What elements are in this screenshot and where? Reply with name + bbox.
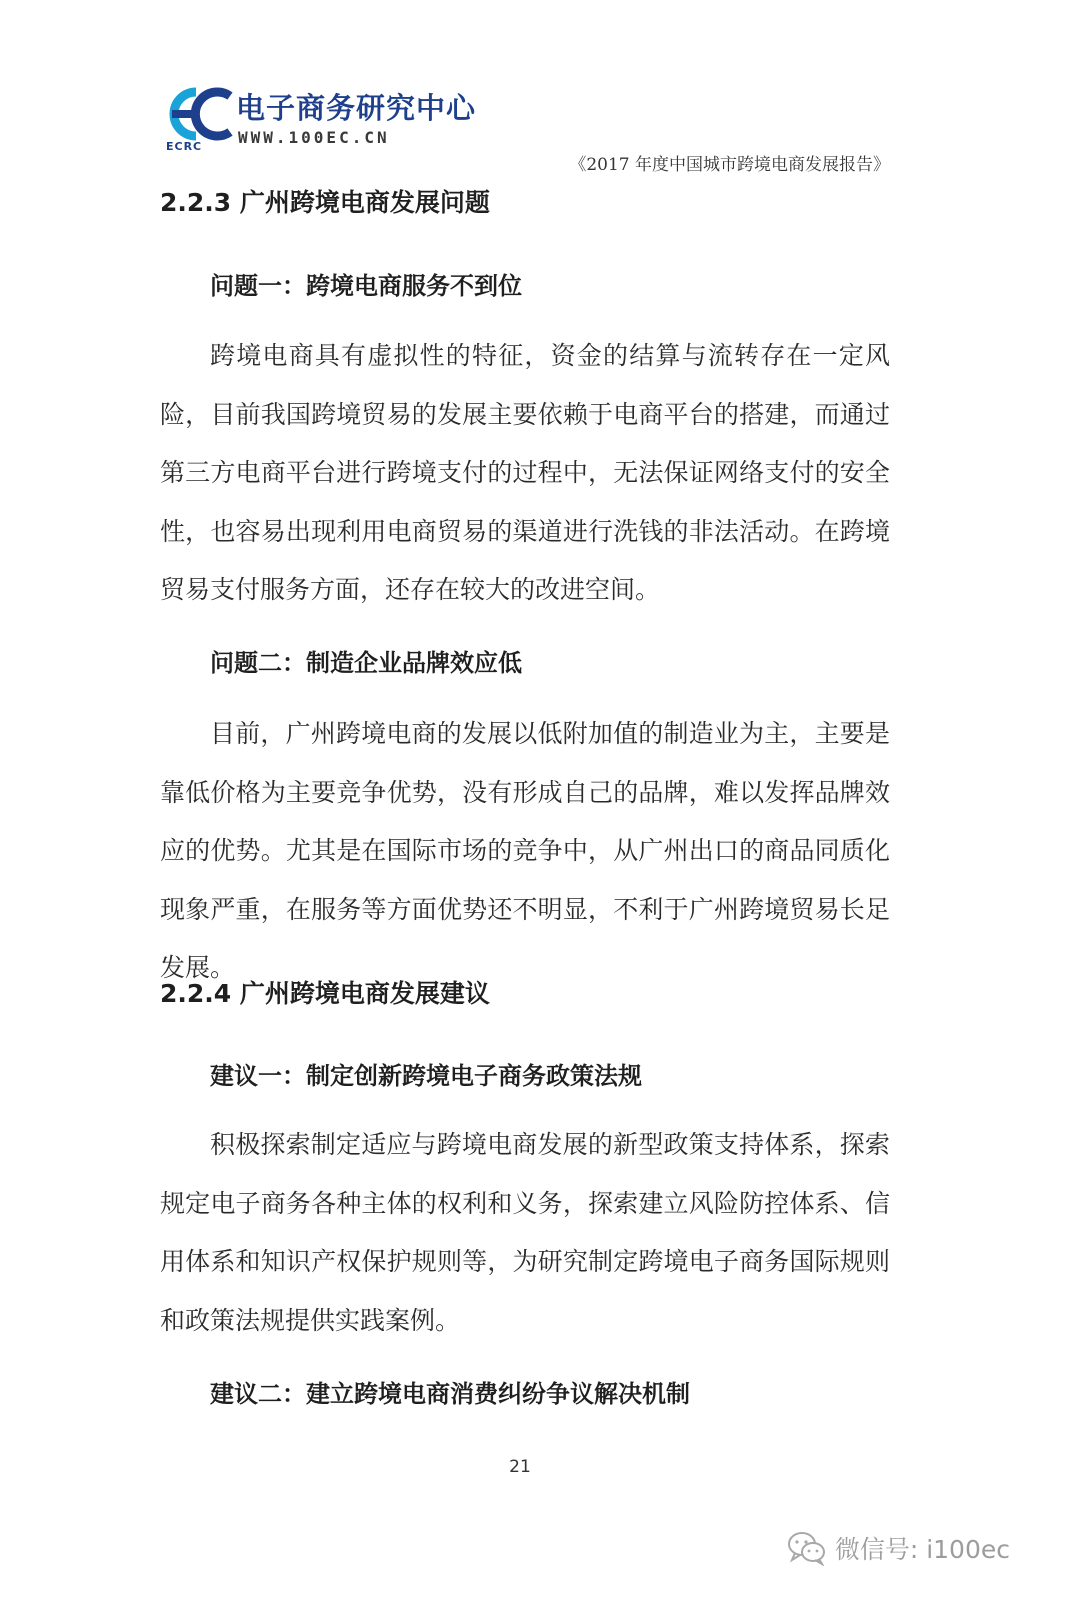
paragraph: 积极探索制定适应与跨境电商发展的新型政策支持体系，探索规定电子商务各种主体的权利和义务，探索建立风险防控体系、信用体系和知识产权保护规则等，为研究制定跨境电子商务国际规则和政策法规提供实践案例。 <box>160 1130 890 1335</box>
paragraph: 跨境电商具有虚拟性的特征，资金的结算与流转存在一定风险，目前我国跨境贸易的发展主要依赖于电商平台的搭建，而通过第三方电商平台进行跨境支付的过程中，无法保证网络支付的安全性，也容易出现利用电商贸易的渠道进行洗钱的非法活动。在跨境贸易支付服务方面，还存在较大的改进空间。 <box>160 341 890 604</box>
wechat-icon <box>787 1530 827 1566</box>
subsection-title: 问题一：跨境电商服务不到位 <box>210 272 522 300</box>
section-heading: 2.2.4 广州跨境电商发展建议 <box>160 979 490 1008</box>
logo-url: WWW.100EC.CN <box>238 128 390 147</box>
section-heading: 2.2.3 广州跨境电商发展问题 <box>160 188 490 217</box>
subsection-title: 建议一：制定创新跨境电子商务政策法规 <box>210 1062 642 1090</box>
paragraph: 目前，广州跨境电商的发展以低附加值的制造业为主，主要是靠低价格为主要竞争优势，没有形成自己的品牌，难以发挥品牌效应的优势。尤其是在国际市场的竞争中，从广州出口的商品同质化现象严重，在服务等方面优势还不明显，不利于广州跨境贸易长足发展。 <box>160 719 890 982</box>
page-number: 21 <box>509 1457 531 1477</box>
watermark-text: 微信号: i100ec <box>834 1535 1010 1564</box>
ecrc-logo <box>162 86 477 156</box>
logo-abbreviation: ECRC <box>166 140 203 153</box>
wechat-watermark <box>787 1528 1010 1568</box>
subsection-title: 建议二：建立跨境电商消费纠纷争议解决机制 <box>210 1380 690 1408</box>
ecrc-emblem-icon <box>162 86 236 142</box>
subsection-title: 问题二：制造企业品牌效应低 <box>210 649 522 677</box>
logo-title: 电子商务研究中心 <box>236 91 477 125</box>
report-title: 《2017 年度中国城市跨境电商发展报告》 <box>569 155 890 175</box>
